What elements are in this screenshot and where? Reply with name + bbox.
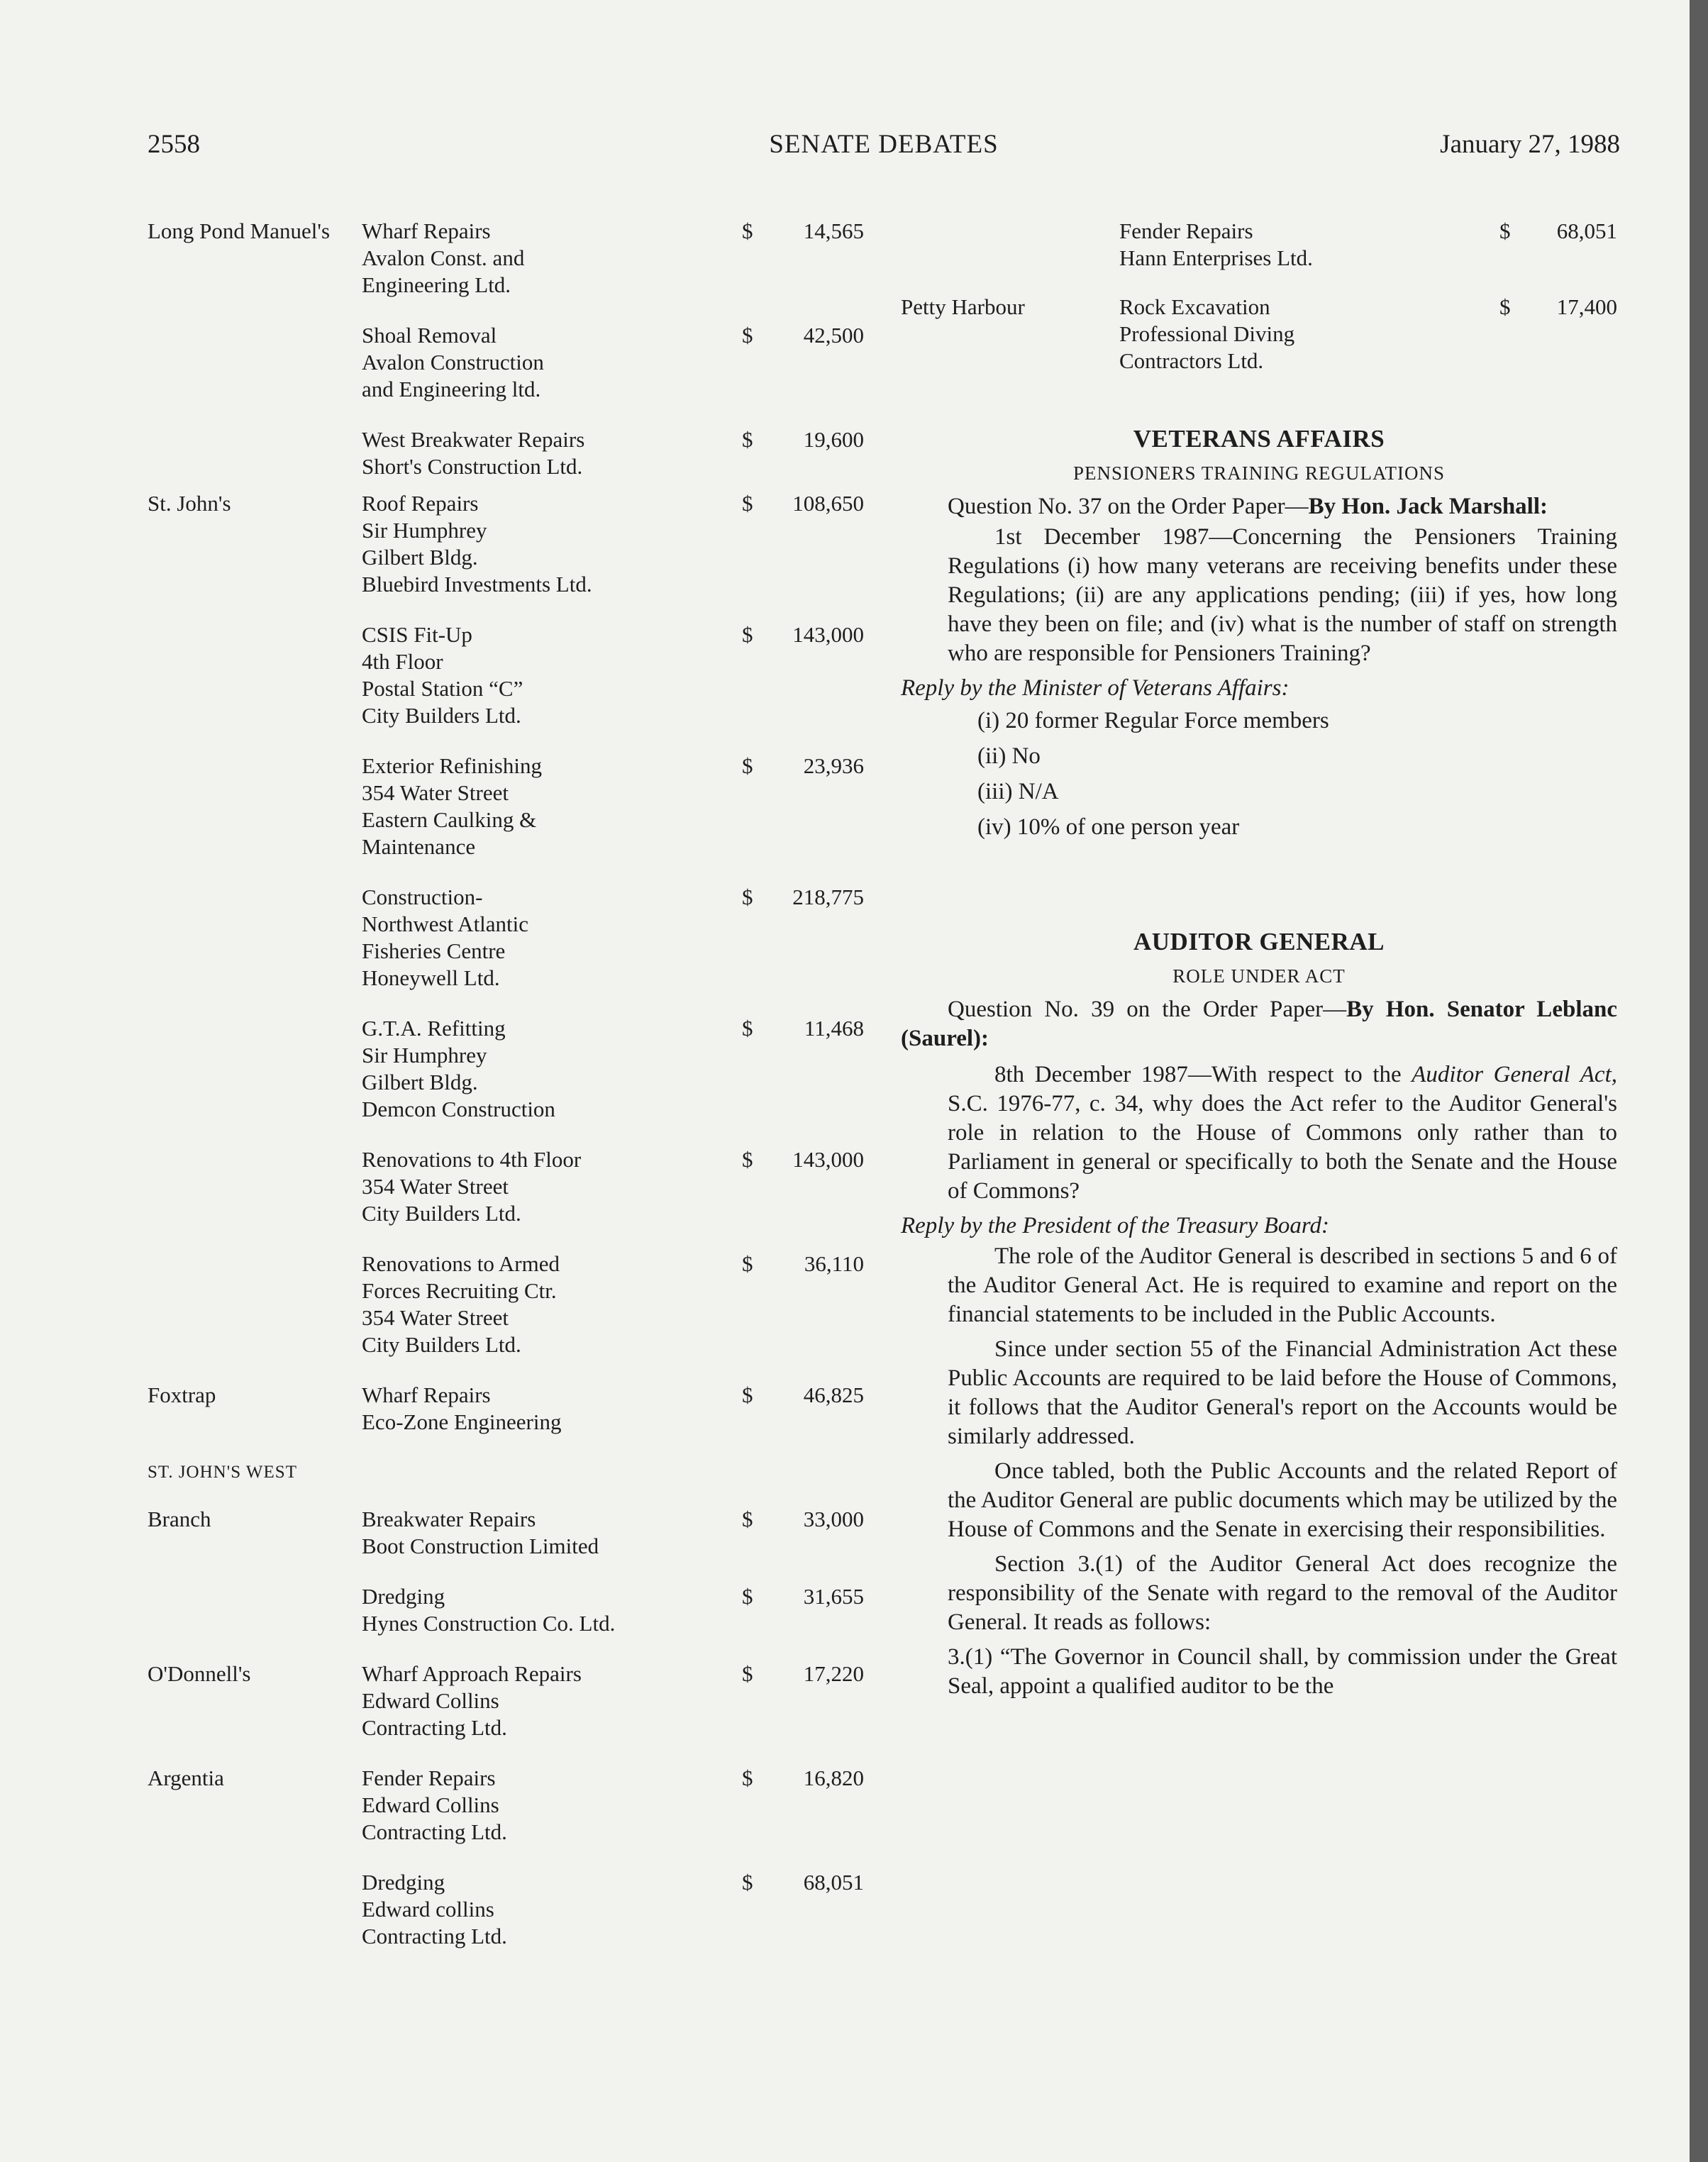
entry-line: Demcon Construction <box>362 1097 555 1121</box>
contract-entry <box>148 1765 864 1846</box>
answer-item: (iv) 10% of one person year <box>977 814 1240 840</box>
entry-amount: 36,110 <box>804 1251 864 1276</box>
question-by: By Hon. Jack Marshall: <box>1308 494 1548 519</box>
entry-line: Short's Construction Ltd. <box>362 454 583 479</box>
question-prefix: Question No. 39 on the Order Paper— <box>948 997 1347 1022</box>
contract-entry <box>148 884 864 992</box>
question-heading <box>901 995 1617 1053</box>
entry-line: Eco-Zone Engineering <box>362 1409 562 1434</box>
question-text-part1: 8th December 1987—With respect to the <box>994 1062 1412 1087</box>
entry-line: Contractors Ltd. <box>1119 348 1264 373</box>
entry-currency: $ <box>742 1016 753 1041</box>
entry-line: Fender Repairs <box>362 1765 496 1790</box>
entry-amount: 17,220 <box>803 1661 864 1686</box>
contract-entry <box>148 322 864 403</box>
entry-line: Roof Repairs <box>362 491 479 516</box>
entry-amount: 17,400 <box>1556 294 1617 319</box>
entry-amount: 46,825 <box>803 1382 864 1407</box>
quoted-section: 3.(1) “The Governor in Council shall, by commission under the Great Seal, appoint a qualified auditor to be the <box>948 1644 1617 1699</box>
entry-location: St. John's <box>148 491 231 516</box>
entry-line: Fender Repairs <box>1119 218 1253 243</box>
entry-line: Professional Diving <box>1119 321 1295 346</box>
entry-line: Edward Collins <box>362 1688 499 1713</box>
entry-amount: 143,000 <box>792 1147 864 1172</box>
entry-amount: 33,000 <box>803 1507 864 1531</box>
entry-amount: 108,650 <box>792 491 864 516</box>
act-title: Auditor General Act, <box>1412 1062 1617 1087</box>
entry-amount: 16,820 <box>803 1765 864 1790</box>
contract-entry <box>148 753 864 860</box>
entry-amount: 23,936 <box>803 753 864 778</box>
entry-currency: $ <box>742 491 753 516</box>
reply-heading: Reply by the Minister of Veterans Affairs: <box>901 675 1290 701</box>
entry-location: Branch <box>148 1507 211 1531</box>
contract-entry <box>148 1583 864 1637</box>
contract-entry <box>148 218 864 299</box>
entry-location: Foxtrap <box>148 1382 216 1407</box>
entry-line: 4th Floor <box>362 649 443 674</box>
question-text <box>901 1060 1617 1206</box>
question-heading <box>901 492 1617 521</box>
right-column <box>901 218 1617 1701</box>
entry-line: Engineering Ltd. <box>362 272 511 297</box>
entry-line: Breakwater Repairs <box>362 1507 536 1531</box>
reply-paragraph: Section 3.(1) of the Auditor General Act does recognize the responsibility of the Senate with regard to the removal of the Auditor General. It reads as follows: <box>948 1551 1617 1635</box>
entry-line: Wharf Repairs <box>362 218 491 243</box>
contract-entry <box>148 1146 864 1227</box>
entry-line: Shoal Removal <box>362 323 497 348</box>
entry-line: Avalon Const. and <box>362 245 525 270</box>
entry-line: Dredging <box>362 1584 445 1609</box>
section-subheading: ROLE UNDER ACT <box>1172 965 1346 987</box>
entry-line: Renovations to 4th Floor <box>362 1147 582 1172</box>
entry-currency: $ <box>742 885 753 909</box>
entry-line: Dredging <box>362 1870 445 1895</box>
entry-line: Sir Humphrey <box>362 518 487 543</box>
entry-line: Maintenance <box>362 834 476 859</box>
issue-date: January 27, 1988 <box>1440 130 1620 159</box>
page-edge-shadow <box>1690 0 1708 2162</box>
entry-line: Contracting Ltd. <box>362 1924 507 1948</box>
question-text: 1st December 1987—Concerning the Pensioners Training Regulations (i) how many veterans are receiving benefits under these Regulations; (ii) are any applications pending; (iii) if yes, how long have they been on file; and (iv) what is the number of staff on strength who are responsible for Pensioners Training? <box>948 524 1617 666</box>
entry-currency: $ <box>742 1507 753 1531</box>
entry-line: City Builders Ltd. <box>362 1201 521 1226</box>
section-subheading: PENSIONERS TRAINING REGULATIONS <box>1072 462 1445 484</box>
answer-item: (iii) N/A <box>977 779 1059 804</box>
entry-location: Argentia <box>148 1765 224 1790</box>
entry-line: Hann Enterprises Ltd. <box>1119 245 1313 270</box>
contract-entry <box>148 1661 864 1741</box>
entry-amount: 31,655 <box>803 1584 864 1609</box>
entry-line: Hynes Construction Co. Ltd. <box>362 1611 616 1636</box>
left-column <box>148 218 864 1950</box>
contract-entry <box>148 1869 864 1950</box>
answer-item: (i) 20 former Regular Force members <box>977 708 1329 733</box>
reply-paragraph: Since under section 55 of the Financial Administration Act these Public Accounts are required to be laid before the House of Commons, it follows that the Auditor General's report on the Accounts would be similarly addressed. <box>948 1336 1617 1449</box>
entry-line: City Builders Ltd. <box>362 703 521 728</box>
entry-line: West Breakwater Repairs <box>362 427 585 452</box>
entry-line: G.T.A. Refitting <box>362 1016 506 1041</box>
entry-amount: 11,468 <box>804 1016 864 1041</box>
entry-amount: 68,051 <box>803 1870 864 1895</box>
entry-line: Contracting Ltd. <box>362 1819 507 1844</box>
entry-location: Petty Harbour <box>901 294 1025 319</box>
contract-entry <box>148 490 864 598</box>
entry-line: and Engineering ltd. <box>362 377 541 401</box>
entry-currency: $ <box>742 1765 753 1790</box>
entry-line: Eastern Caulking & <box>362 807 537 832</box>
question-prefix: Question No. 37 on the Order Paper— <box>948 494 1309 519</box>
entry-line: City Builders Ltd. <box>362 1332 521 1357</box>
entry-line: Boot Construction Limited <box>362 1534 599 1558</box>
contract-entry <box>148 426 864 480</box>
entry-currency: $ <box>742 218 753 243</box>
page-number: 2558 <box>148 130 200 159</box>
entry-currency: $ <box>742 1661 753 1686</box>
entry-amount: 42,500 <box>803 323 864 348</box>
entry-currency: $ <box>742 1251 753 1276</box>
reply-paragraph: The role of the Auditor General is described in sections 5 and 6 of the Auditor General Act. He is required to examine and report on the financial statements to be included in the Public Accounts. <box>948 1243 1617 1327</box>
entry-currency: $ <box>742 622 753 647</box>
entry-currency: $ <box>742 427 753 452</box>
entry-currency: $ <box>742 1382 753 1407</box>
contract-entry <box>148 1251 864 1358</box>
entry-line: Wharf Repairs <box>362 1382 491 1407</box>
entry-line: Gilbert Bldg. <box>362 545 478 570</box>
entry-line: Wharf Approach Repairs <box>362 1661 582 1686</box>
entry-line: 354 Water Street <box>362 1305 509 1330</box>
entry-line: Fisheries Centre <box>362 938 506 963</box>
section-heading: VETERANS AFFAIRS <box>1133 425 1385 453</box>
entry-location: O'Donnell's <box>148 1661 251 1686</box>
publication-title: SENATE DEBATES <box>769 130 999 159</box>
section-heading: AUDITOR GENERAL <box>1133 928 1385 955</box>
veterans-affairs-section <box>901 426 1617 845</box>
question-by: By Hon. Senator Leblanc (Saurel): <box>901 997 1617 1051</box>
entry-currency: $ <box>742 1584 753 1609</box>
entry-amount: 68,051 <box>1556 218 1617 243</box>
page-header <box>148 129 1620 165</box>
entry-line: Exterior Refinishing <box>362 753 542 778</box>
entry-currency: $ <box>742 753 753 778</box>
entry-currency: $ <box>1499 218 1511 243</box>
riding-section-heading: ST. JOHN'S WEST <box>148 1463 297 1482</box>
contract-entry <box>148 1382 864 1436</box>
entry-line: Rock Excavation <box>1119 294 1270 319</box>
entry-line: Edward collins <box>362 1897 494 1922</box>
entry-line: Sir Humphrey <box>362 1043 487 1068</box>
entry-line: CSIS Fit-Up <box>362 622 472 647</box>
entry-line: 354 Water Street <box>362 1174 509 1199</box>
entry-line: Contracting Ltd. <box>362 1715 507 1740</box>
answer-item: (ii) No <box>977 743 1041 769</box>
contract-entry <box>148 1506 864 1560</box>
entry-line: Postal Station “C” <box>362 676 523 701</box>
entry-line: Avalon Construction <box>362 350 544 375</box>
entry-currency: $ <box>742 1147 753 1172</box>
entry-line: Construction- <box>362 885 483 909</box>
contract-entry <box>901 294 1617 375</box>
entry-currency: $ <box>742 1870 753 1895</box>
reply-paragraph: Once tabled, both the Public Accounts and the related Report of the Auditor General are public documents which may be utilized by the House of Commons and the Senate in exercising their responsibilities. <box>948 1458 1617 1542</box>
entry-line: 354 Water Street <box>362 780 509 805</box>
entry-line: Renovations to Armed <box>362 1251 560 1276</box>
auditor-general-section <box>901 928 1617 1701</box>
entry-line: Honeywell Ltd. <box>362 965 500 990</box>
entry-amount: 14,565 <box>803 218 864 243</box>
contract-entry <box>148 621 864 729</box>
entry-location: Long Pond Manuel's <box>148 218 331 243</box>
entry-currency: $ <box>742 323 753 348</box>
entry-line: Bluebird Investments Ltd. <box>362 572 592 597</box>
entry-amount: 143,000 <box>792 622 864 647</box>
contract-entry <box>901 218 1617 272</box>
entry-line: Edward Collins <box>362 1792 499 1817</box>
answer-list <box>901 703 1617 845</box>
entry-amount: 218,775 <box>792 885 864 909</box>
entry-line: Gilbert Bldg. <box>362 1070 478 1094</box>
entry-currency: $ <box>1499 294 1511 319</box>
entry-amount: 19,600 <box>803 427 864 452</box>
contract-entry <box>148 1015 864 1123</box>
reply-heading: Reply by the President of the Treasury Board: <box>901 1213 1329 1238</box>
question-text-part2: S.C. 1976-77, c. 34, why does the Act refer to the Auditor General's role in relation to the House of Commons only rather than to Parliament in general or specifically to both the Senate and the House of Commons? <box>948 1091 1617 1204</box>
entry-line: Forces Recruiting Ctr. <box>362 1278 557 1303</box>
entry-line: Northwest Atlantic <box>362 911 529 936</box>
